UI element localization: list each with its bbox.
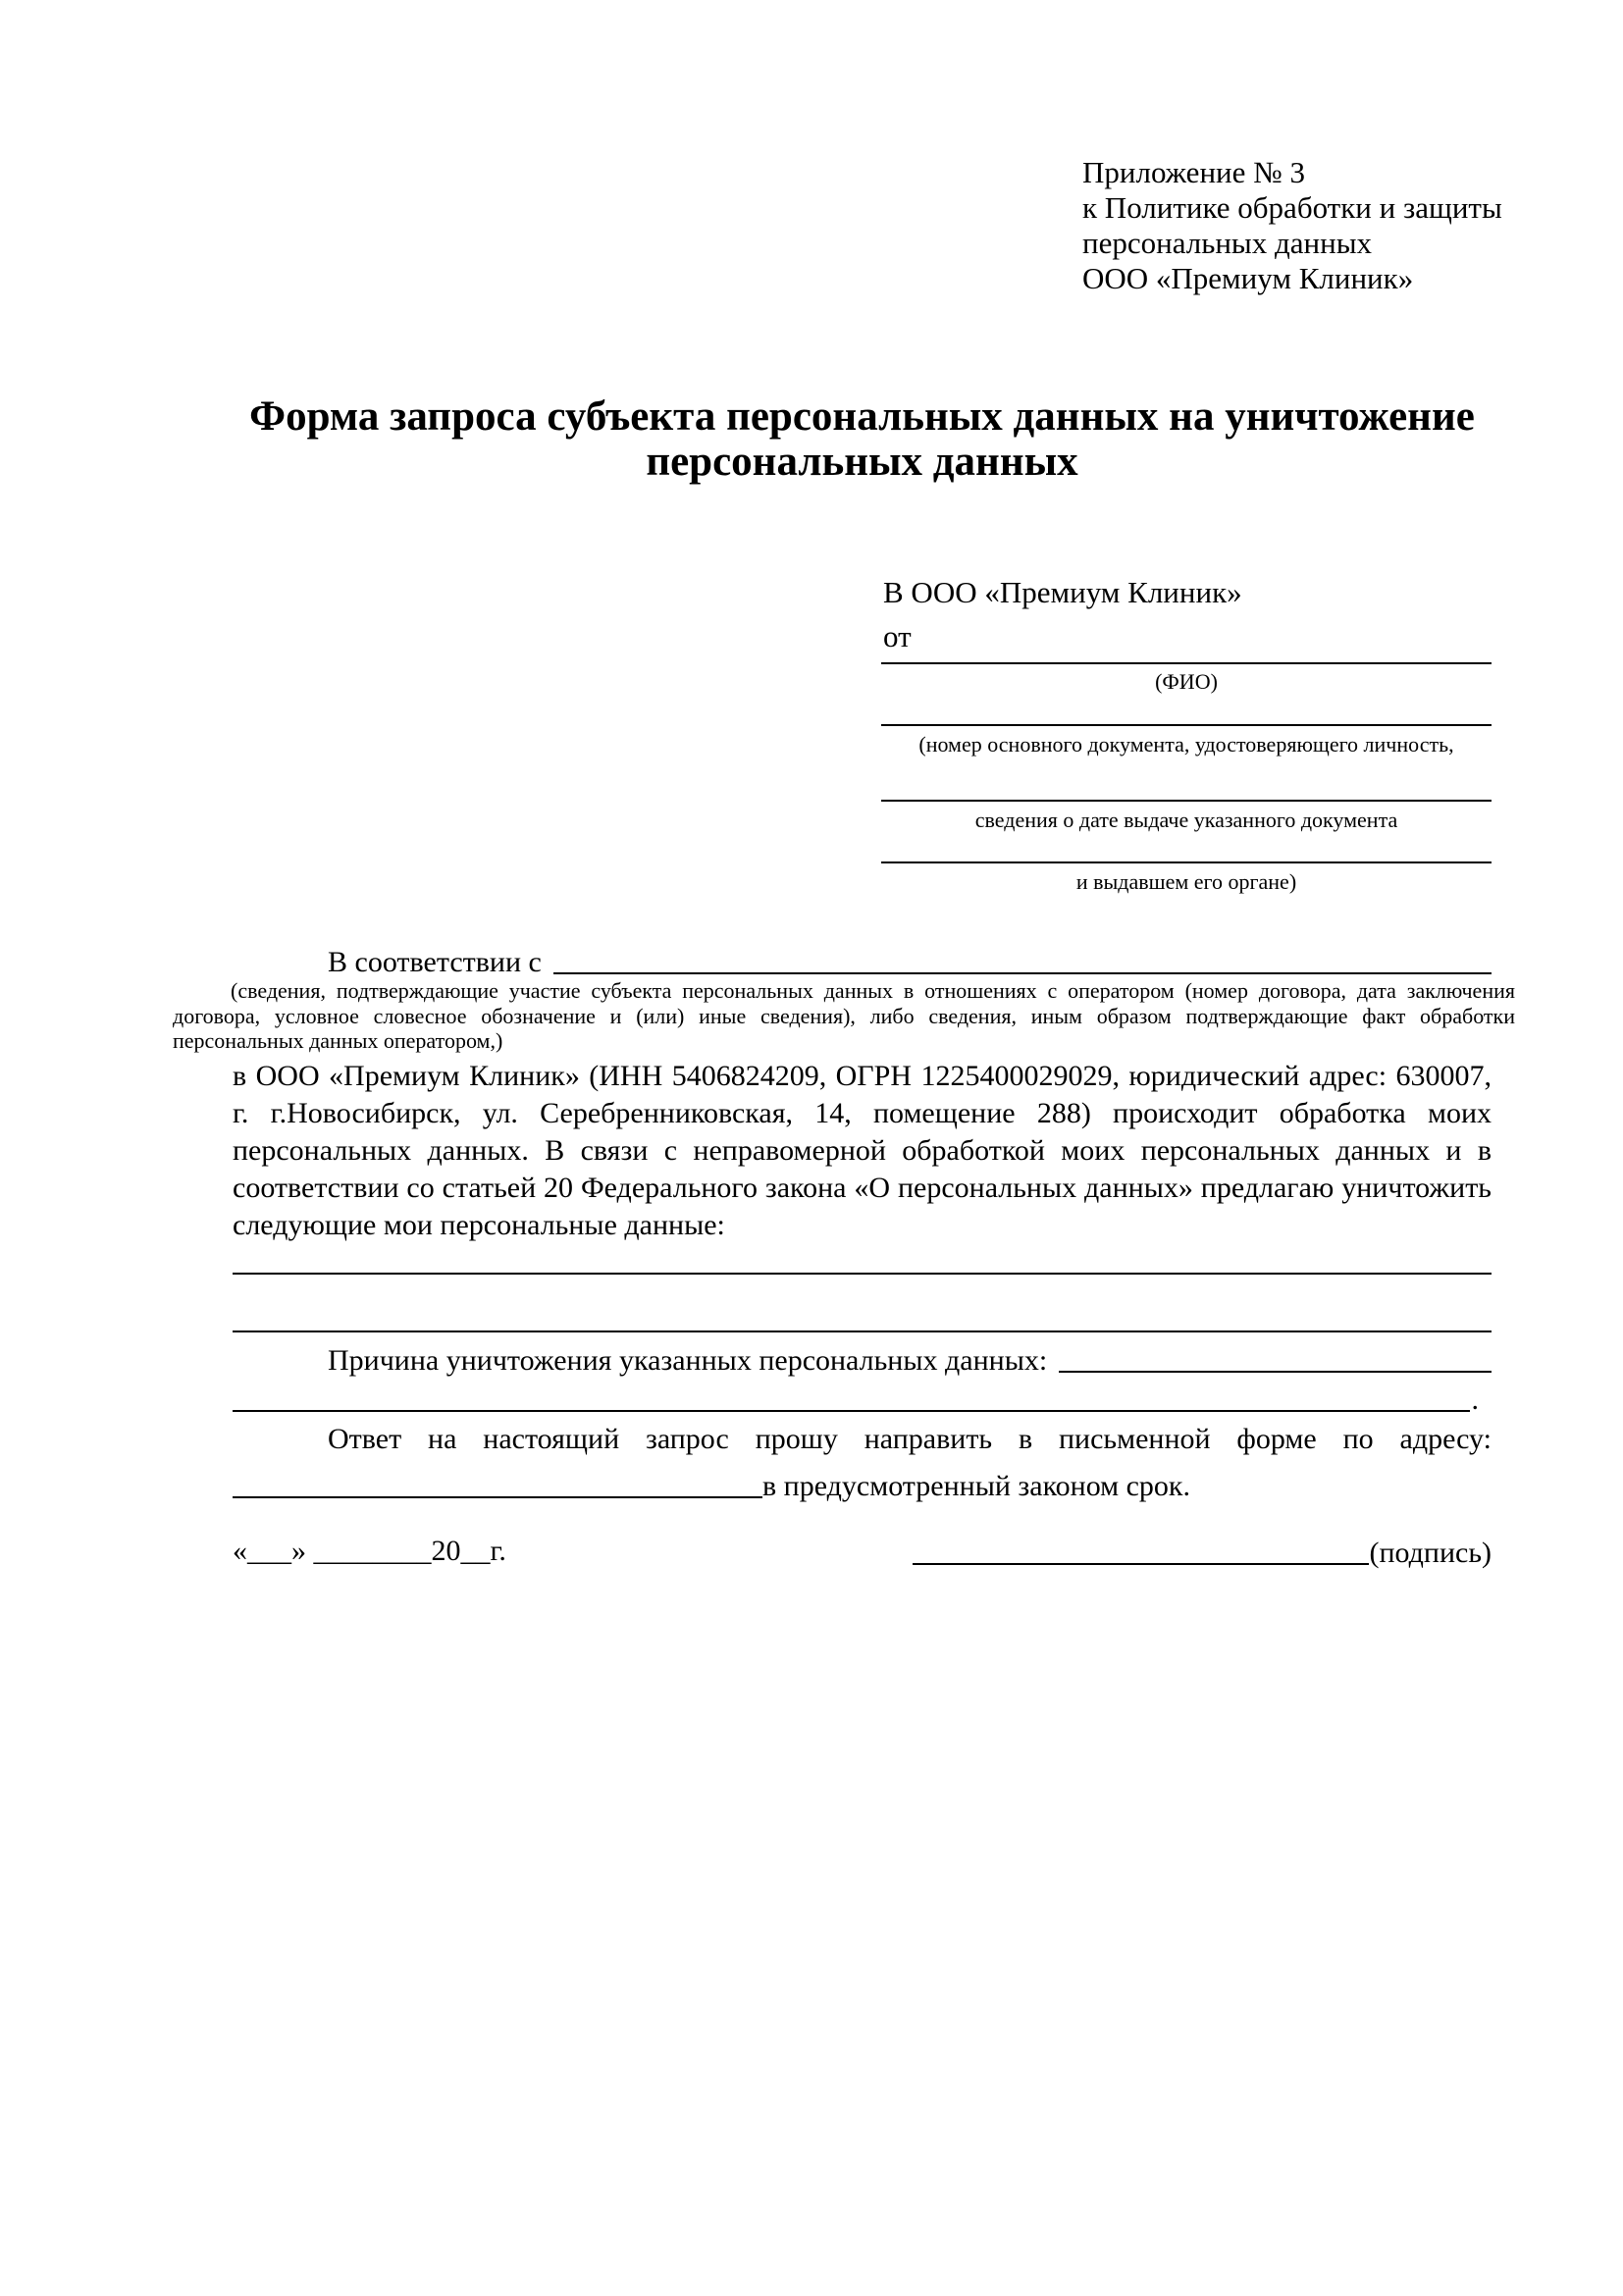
line-period: . — [1471, 1383, 1479, 1416]
accordance-row — [233, 940, 1492, 979]
header-block — [1082, 155, 1502, 296]
reason-continuation-row — [233, 1378, 1479, 1417]
signature-caption: (подпись) — [1369, 1537, 1492, 1569]
address-blank-line — [233, 1495, 762, 1498]
form-title-line2: персональных данных — [646, 439, 1078, 485]
data-blank-line-1 — [233, 1273, 1492, 1275]
signature-row — [913, 1511, 1492, 1570]
accordance-blank-line — [553, 971, 1492, 974]
reply-tail: в предусмотренный законом срок. — [762, 1470, 1190, 1502]
body-paragraph: в ООО «Премиум Клиник» (ИНН 5406824209, ОГРН 1225400029029, юридический адрес: 630007, г. г.Новосибирск, ул. Серебренниковская, 14, помещение 288) происходит обработка моих персональных данных. В связи с неправомерной обработкой моих персональных данных и в соответствии со статьей 20 Федерального закона «О персональных данных» предлагаю уничтожить следующие мои персональные данные: — [233, 1060, 1492, 1241]
form-title — [233, 394, 1492, 485]
accordance-lead: В соответствии с — [328, 946, 542, 978]
fio-blank-line — [881, 662, 1492, 664]
fio-caption: (ФИО) — [1155, 669, 1218, 694]
data-blank-line-2 — [233, 1331, 1492, 1332]
header-line: Приложение № 3 — [1082, 155, 1305, 189]
accordance-note: (сведения, подтверждающие участие субъекта персональных данных в отношениях с оператором (номер договора, дата заключения договора, условное словесное обозначение и (или) иные сведения), либо сведения, иным образом подтверждающие факт обработки персональных данных оператором,) — [173, 978, 1515, 1053]
doc-date-blank-line — [881, 800, 1492, 802]
addressee-from-label: от — [883, 619, 912, 653]
doc-issuer-blank-line — [881, 861, 1492, 863]
addressee-organization: В ООО «Премиум Клиник» — [883, 575, 1242, 609]
header-line: персональных данных — [1082, 226, 1373, 260]
reason-row — [233, 1338, 1492, 1378]
doc-number-blank-line — [881, 724, 1492, 726]
header-line: ООО «Премиум Клиник» — [1082, 261, 1414, 295]
doc-date-caption: сведения о дате выдаче указанного документа — [974, 808, 1398, 832]
reason-blank-line-2 — [233, 1409, 1470, 1412]
date-blank-line: «___» ________20__г. — [233, 1535, 506, 1567]
reason-blank-line — [1059, 1370, 1492, 1373]
doc-issuer-caption: и выдавшем его органе) — [1075, 869, 1297, 894]
form-title-line1: Форма запроса субъекта персональных данных на уничтожение — [249, 393, 1475, 440]
signature-blank-line — [913, 1562, 1369, 1565]
doc-number-caption: (номер основного документа, удостоверяющего личность, — [918, 732, 1454, 757]
reply-tail-row — [233, 1464, 1492, 1503]
reply-sentence: Ответ на настоящий запрос прошу направить в письменной форме по адресу: — [328, 1423, 1492, 1455]
header-line: к Политике обработки и защиты — [1082, 190, 1502, 225]
reason-label: Причина уничтожения указанных персональных данных: — [328, 1344, 1048, 1377]
